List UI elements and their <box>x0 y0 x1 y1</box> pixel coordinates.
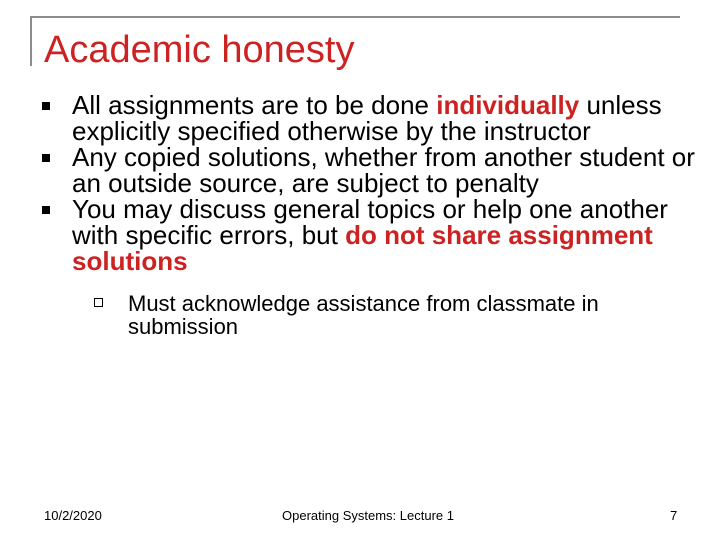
filled-square-bullet-icon <box>42 154 50 162</box>
bullet-item-copied-solutions <box>32 144 702 196</box>
slide-title: Academic honesty <box>44 29 355 71</box>
bullet-highlight: do not share assignment solutions <box>72 220 653 276</box>
title-frame-top-line <box>30 16 680 18</box>
bullet-text: unless explicitly specified otherwise by the instructor <box>72 90 662 146</box>
bullet-text: All assignments are to be done <box>72 90 437 120</box>
footer-course-title: Operating Systems: Lecture 1 <box>282 508 454 523</box>
title-frame-left-line <box>30 16 32 66</box>
bullet-item-discussion <box>32 196 702 274</box>
bullet-text: Any copied solutions, whether from another student or an outside source, are subject to penalty <box>72 142 695 198</box>
bullet-item-individual-work <box>32 92 702 144</box>
subbullet-item-acknowledge <box>32 292 702 338</box>
bullet-text: You may discuss general topics or help one another with specific errors, but <box>72 194 668 250</box>
footer-date: 10/2/2020 <box>44 508 102 523</box>
filled-square-bullet-icon <box>42 102 50 110</box>
hollow-square-bullet-icon <box>94 298 103 307</box>
bullet-highlight: individually <box>436 90 580 120</box>
slide-body <box>32 92 702 338</box>
filled-square-bullet-icon <box>42 206 50 214</box>
footer-page-number: 7 <box>670 508 678 523</box>
subbullet-text: Must acknowledge assistance from classmate in submission <box>128 291 599 339</box>
